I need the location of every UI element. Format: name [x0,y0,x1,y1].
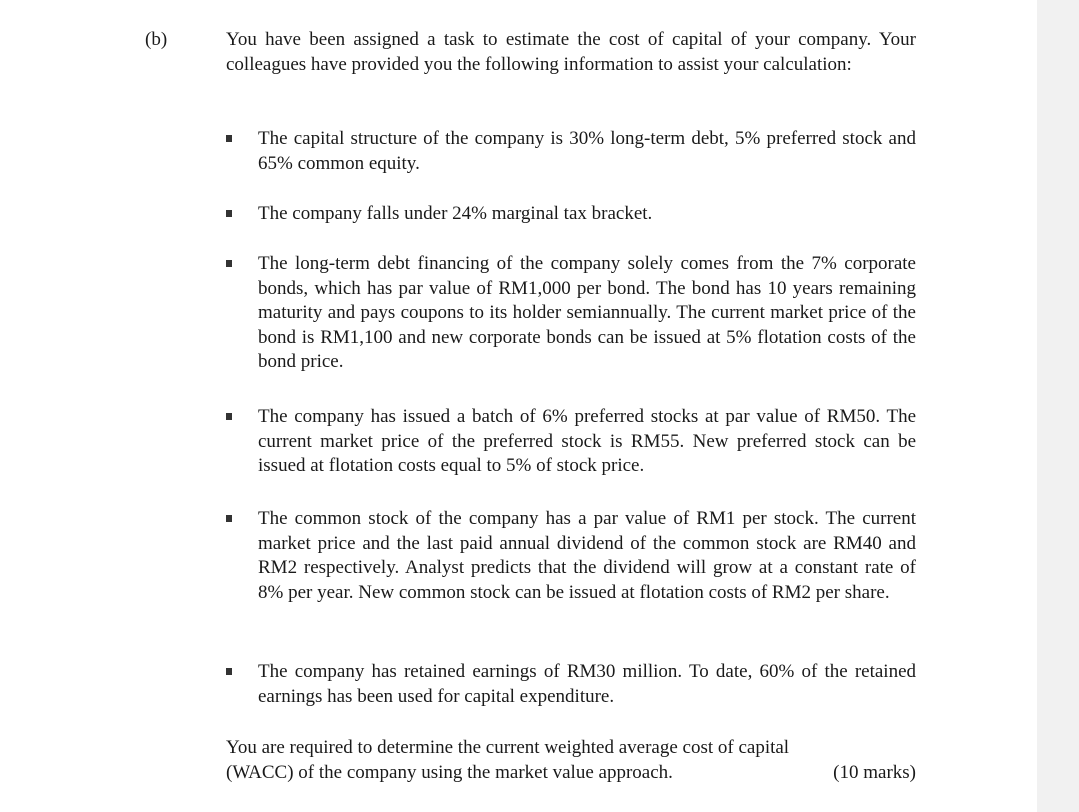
requirement-line-1: You are required to determine the current weighted average cost of capital [226,737,790,758]
list-item [226,660,916,709]
requirement [226,736,916,785]
list-item [226,202,916,227]
list-item [226,507,916,605]
requirement-line-2: (WACC) of the company using the market value approach. [226,761,673,783]
bullet-text: The common stock of the company has a par value of RM1 per stock. The current market price and the last paid annual dividend of the common stock are RM40 and RM2 respectively. Analyst predicts that the dividend will grow at a constant rate of 8% per year. New common stock can be issued at flotation costs of RM2 per share. [258,508,916,603]
bullet-text: The company has retained earnings of RM30 million. To date, 60% of the retained earnings has been used for capital expenditure. [258,661,916,707]
bullet-text: The company has issued a batch of 6% preferred stocks at par value of RM50. The current market price of the preferred stock is RM55. New preferred stock can be issued at flotation costs equal to 5% of stock price. [258,406,916,477]
bullet-square-icon [226,668,232,675]
bullet-square-icon [226,135,232,142]
question-label: (b) [145,29,168,50]
question-intro: You have been assigned a task to estimate the cost of capital of your company. Your colleagues have provided you the following information to assist your calculation: [226,29,916,75]
marks-label: (10 marks) [833,761,916,783]
bullet-square-icon [226,413,232,420]
list-item [226,252,916,375]
bullet-text: The capital structure of the company is 30% long-term debt, 5% preferred stock and 65% common equity. [258,128,916,174]
right-margin-panel [1037,0,1079,812]
bullet-text: The long-term debt financing of the company solely comes from the 7% corporate bonds, which has par value of RM1,000 per bond. The bond has 10 years remaining maturity and pays coupons to its holder semiannually. The current market price of the bond is RM1,100 and new corporate bonds can be issued at 5% flotation costs of the bond price. [258,253,916,373]
list-item [226,405,916,479]
bullet-square-icon [226,210,232,217]
bullet-text: The company falls under 24% marginal tax bracket. [258,203,653,224]
bullet-square-icon [226,260,232,267]
list-item [226,127,916,176]
bullet-square-icon [226,515,232,522]
requirement-line-2-row [226,761,916,786]
